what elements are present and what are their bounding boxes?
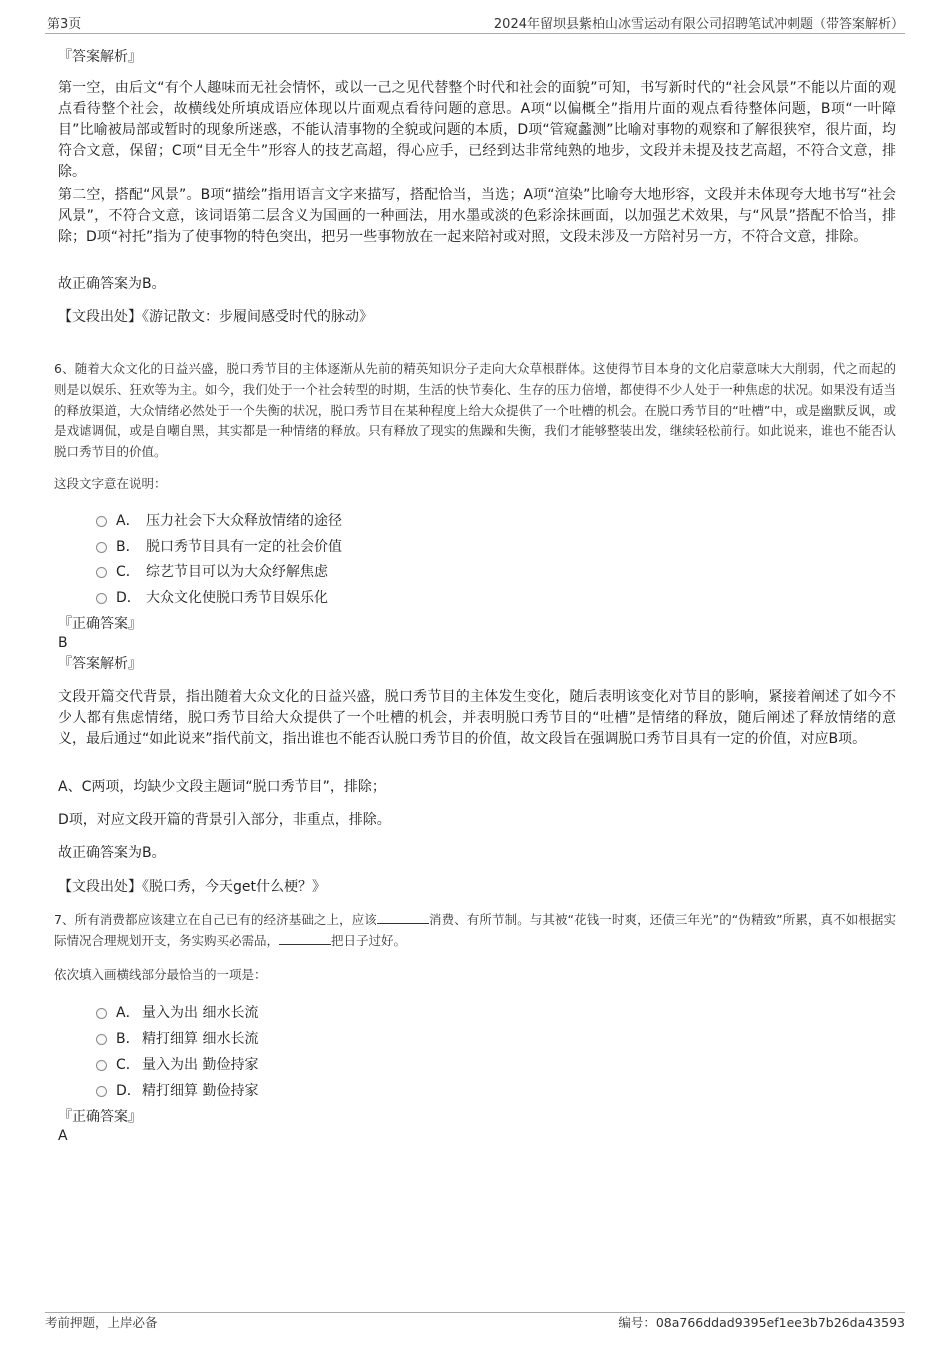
question-7-prompt: 依次填入画横线部分最恰当的一项是： — [54, 967, 267, 982]
question-6-prompt: 这段文字意在说明： — [54, 476, 167, 491]
question-6-text: 6、随着大众文化的日益兴盛，脱口秀节目的主体逐渐从先前的精英知识分子走向大众草根群体。这使得节目本身的文化启蒙意味大大削弱，代之而起的则是以娱乐、狂欢等为主。如今，我们处于一个社会转型的时期，生活的快节奏化、生存的压力倍增，都使得不少人处于一种焦虑的状况。如果没有适当的释放渠道，大众情绪必然处于一个失衡的状况，脱口秀节目在某种程度上给大众提供了一个吐槽的机会。在脱口秀节目的“吐槽”中，或是幽默反讽，或是戏谑调侃，或是自嘲自黑，其实都是一种情绪的释放。只有释放了现实的焦躁和失衡，我们才能够整装出发，继续轻松前行。如此说来，谁也不能否认脱口秀节目的价值。 — [54, 361, 896, 460]
option-d[interactable] — [96, 587, 328, 607]
question-text: 7、所有消费都应该建立在自己已有的经济基础之上，应该 — [54, 912, 377, 927]
option-text: 精打细算 勤俭持家 — [142, 1083, 259, 1099]
option-text: 量入为出 勤俭持家 — [142, 1057, 259, 1073]
option-c[interactable] — [96, 1054, 258, 1074]
question-7-text — [54, 910, 896, 952]
analysis-paragraph: A、C两项，均缺少文段主题词“脱口秀节目”，排除； — [58, 779, 386, 795]
option-letter: B． — [116, 539, 140, 555]
answer-label: 『正确答案』 — [58, 616, 142, 632]
fill-blank — [377, 911, 429, 924]
option-letter: C． — [116, 564, 140, 580]
source: 【文段出处】《脱口秀，今天get什么梗？》 — [58, 879, 326, 895]
radio-icon[interactable] — [96, 567, 107, 578]
document-code: 编号：08a766ddad9395ef1ee3b7b26da43593 — [618, 1315, 905, 1330]
option-text: 精打细算 细水长流 — [142, 1031, 259, 1047]
page-number: 第3页 — [47, 17, 82, 32]
analysis-paragraph: 文段开篇交代背景，指出随着大众文化的日益兴盛，脱口秀节目的主体发生变化，随后表明该变化对节目的影响，紧接着阐述了如今不少人都有焦虑情绪，脱口秀节目给大众提供了一个吐槽的机会，并表明脱口秀节目的“吐槽”是情绪的释放，随后阐述了释放情绪的意义，最后通过“如此说来”指代前文，指出谁也不能否认脱口秀节目的价值，故文段旨在强调脱口秀节目具有一定的价值，对应B项。 — [58, 689, 896, 747]
radio-icon[interactable] — [96, 516, 107, 527]
question-text: 把日子过好。 — [331, 932, 407, 948]
option-a[interactable] — [96, 510, 342, 530]
conclusion: 故正确答案为B。 — [58, 845, 166, 861]
radio-icon[interactable] — [96, 1034, 107, 1045]
radio-icon[interactable] — [96, 593, 107, 604]
radio-icon[interactable] — [96, 542, 107, 553]
option-text: 脱口秀节目具有一定的社会价值 — [146, 539, 342, 555]
option-a[interactable] — [96, 1002, 258, 1022]
option-text: 量入为出 细水长流 — [142, 1005, 259, 1021]
fill-blank — [279, 932, 331, 945]
header-divider — [45, 33, 905, 34]
option-text: 压力社会下大众释放情绪的途径 — [146, 513, 342, 529]
option-letter: D． — [116, 1083, 141, 1099]
analysis-paragraph: 第一空，由后文“有个人趣味而无社会情怀，或以一己之见代替整个时代和社会的面貌”可知，书写新时代的“社会风景”不能以片面的观点看待整个社会，故横线处所填成语应体现以片面观点看待问题的意思。A项“以偏概全”指用片面的观点看待整体问题，B项“一叶障目”比喻被局部或暂时的现象所迷惑，不能认清事物的全貌或问题的本质，D项“管窥蠡测”比喻对事物的观察和了解很狭窄，很片面，均符合文意，保留；C项“目无全牛”形容人的技艺高超，得心应手，已经到达非常纯熟的地步，文段并未提及技艺高超，不符合文意，排除。 — [58, 80, 896, 180]
option-c[interactable] — [96, 561, 328, 581]
conclusion: 故正确答案为B。 — [58, 276, 166, 292]
document-title: 2024年留坝县紫柏山冰雪运动有限公司招聘笔试冲刺题（带答案解析） — [493, 17, 904, 32]
analysis-label: 『答案解析』 — [58, 49, 142, 65]
radio-icon[interactable] — [96, 1060, 107, 1071]
option-letter: D． — [116, 590, 141, 606]
footer-slogan: 考前押题，上岸必备 — [45, 1315, 158, 1330]
source: 【文段出处】《游记散文：步履间感受时代的脉动》 — [58, 309, 373, 325]
option-letter: C． — [116, 1057, 140, 1073]
question-text: 消费、有所节制。与其被“花钱一时爽，还债三年光”的“伪精致”所累，真不如根据实际情况合理规划开支，务实购买必需品， — [54, 912, 896, 948]
radio-icon[interactable] — [96, 1086, 107, 1097]
option-b[interactable] — [96, 1028, 258, 1048]
analysis-paragraph: 第二空，搭配“风景”。B项“描绘”指用语言文字来描写，搭配恰当，当选；A项“渲染”比喻夸大地形容，文段并未体现夸大地书写“社会风景”，不符合文意，该词语第二层含义为国画的一种画法，用水墨或淡的色彩涂抹画面，以加强艺术效果，与“风景”搭配不恰当，排除；D项“衬托”指为了使事物的特色突出，把另一些事物放在一起来陪衬或对照，文段未涉及一方陪衬另一方，不符合文意，排除。 — [58, 187, 896, 245]
radio-icon[interactable] — [96, 1008, 107, 1019]
answer-value: A — [58, 1128, 68, 1144]
option-text: 综艺节目可以为大众纾解焦虑 — [146, 564, 328, 580]
answer-value: B — [58, 635, 68, 651]
analysis-label: 『答案解析』 — [58, 656, 142, 672]
option-b[interactable] — [96, 536, 342, 556]
option-letter: B． — [116, 1031, 140, 1047]
option-letter: A． — [116, 513, 140, 529]
answer-label: 『正确答案』 — [58, 1109, 142, 1125]
option-letter: A． — [116, 1005, 140, 1021]
option-text: 大众文化使脱口秀节目娱乐化 — [146, 590, 328, 606]
option-d[interactable] — [96, 1080, 258, 1100]
analysis-paragraph: D项，对应文段开篇的背景引入部分，非重点，排除。 — [58, 812, 391, 828]
